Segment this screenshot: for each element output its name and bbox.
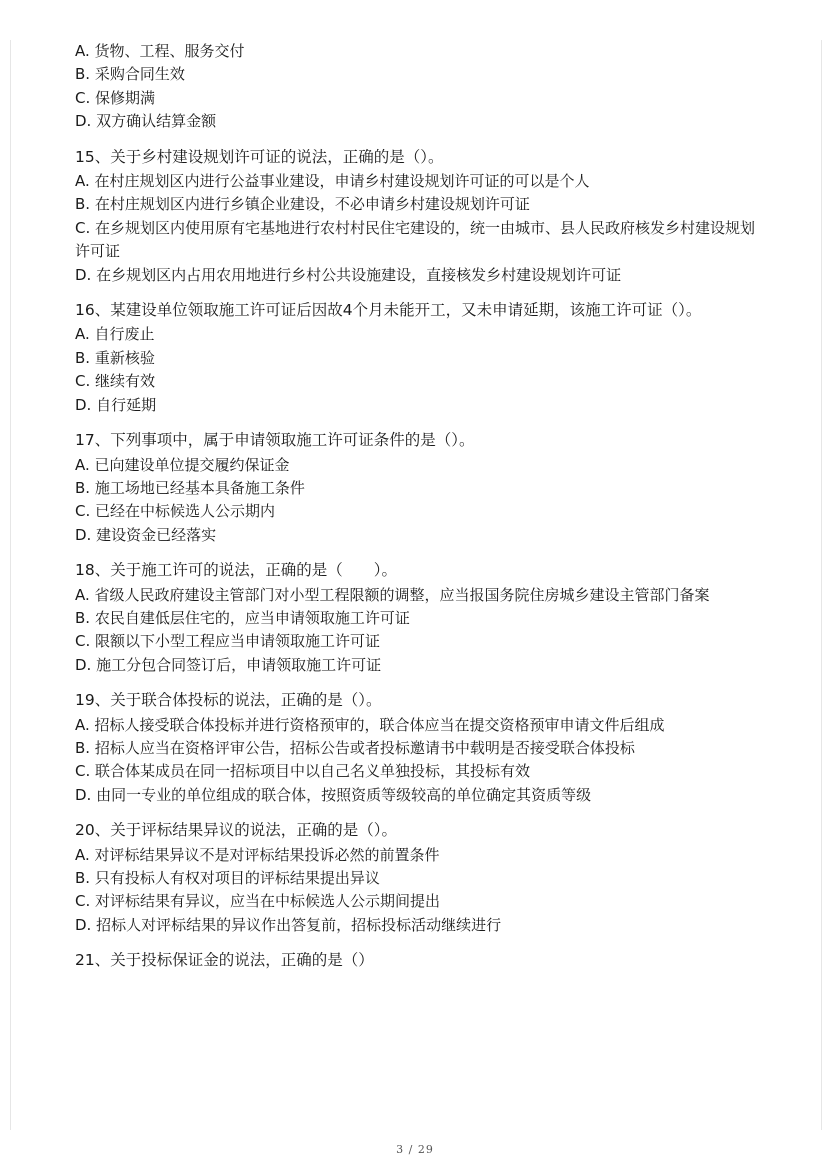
page-left-border: [10, 40, 11, 1130]
option-c: C. 在乡规划区内使用原有宅基地进行农村村民住宅建设的，统一由城市、县人民政府核发乡村建设规划许可证: [75, 218, 756, 261]
question-15-stem: 15、关于乡村建设规划许可证的说法，正确的是（）。: [75, 147, 444, 166]
option-b: B. 采购合同生效: [75, 65, 185, 84]
option-c: C. 已经在中标候选人公示期内: [75, 502, 276, 521]
option-d: D. 在乡规划区内占用农用地进行乡村公共设施建设，直接核发乡村建设规划许可证: [75, 265, 622, 284]
option-a: A. 自行废止: [75, 325, 155, 344]
page-right-border: [821, 40, 822, 1130]
option-d: D. 自行延期: [75, 395, 157, 414]
question-16-stem: 16、某建设单位领取施工许可证后因故4个月未能开工，又未申请延期，该施工许可证（）。: [75, 301, 702, 320]
page-number: 3 / 29: [396, 1143, 434, 1156]
option-a: A. 省级人民政府建设主管部门对小型工程限额的调整，应当报国务院住房城乡建设主管部门备案: [75, 585, 710, 604]
option-a: A. 已向建设单位提交履约保证金: [75, 455, 290, 474]
question-19-stem: 19、关于联合体投标的说法，正确的是（）。: [75, 691, 382, 710]
option-d: D. 招标人对评标结果的异议作出答复前，招标投标活动继续进行: [75, 915, 502, 934]
option-c: C. 限额以下小型工程应当申请领取施工许可证: [75, 632, 381, 651]
question-18: [75, 559, 765, 677]
option-d: D. 由同一专业的单位组成的联合体，按照资质等级较高的单位确定其资质等级: [75, 785, 592, 804]
option-d: D. 建设资金已经落实: [75, 525, 217, 544]
question-14-options: [75, 40, 765, 134]
option-b: B. 施工场地已经基本具备施工条件: [75, 478, 305, 497]
question-20-stem: 20、关于评标结果异议的说法，正确的是（）。: [75, 821, 397, 840]
option-c: C. 对评标结果有异议，应当在中标候选人公示期间提出: [75, 892, 441, 911]
option-a: A. 货物、工程、服务交付: [75, 42, 245, 60]
question-19: [75, 689, 765, 807]
option-b: B. 农民自建低层住宅的，应当申请领取施工许可证: [75, 608, 410, 627]
question-15: [75, 146, 765, 287]
question-21: [75, 949, 765, 972]
option-b: B. 只有投标人有权对项目的评标结果提出异议: [75, 869, 380, 887]
option-c: C. 继续有效: [75, 372, 156, 391]
option-a: A. 在村庄规划区内进行公益事业建设，申请乡村建设规划许可证的可以是个人: [75, 172, 590, 191]
question-17-stem: 17、下列事项中，属于申请领取施工许可证条件的是（）。: [75, 431, 475, 450]
option-c: C. 联合体某成员在同一招标项目中以自己名义单独投标，其投标有效: [75, 762, 531, 781]
question-18-stem: 18、关于施工许可的说法，正确的是（ ）。: [75, 561, 397, 580]
option-b: B. 重新核验: [75, 348, 155, 367]
question-17: [75, 429, 765, 547]
option-d: D. 双方确认结算金额: [75, 112, 217, 131]
option-b: B. 在村庄规划区内进行乡镇企业建设，不必申请乡村建设规划许可证: [75, 195, 530, 214]
question-16: [75, 299, 765, 417]
question-20: [75, 819, 765, 937]
page-content: [75, 40, 765, 974]
option-a: A. 招标人接受联合体投标并进行资格预审的，联合体应当在提交资格预审申请文件后组成: [75, 715, 665, 734]
option-b: B. 招标人应当在资格评审公告，招标公告或者投标邀请书中载明是否接受联合体投标: [75, 738, 635, 757]
option-c: C. 保修期满: [75, 88, 156, 107]
question-21-stem: 21、关于投标保证金的说法，正确的是（）: [75, 951, 374, 970]
option-d: D. 施工分包合同签订后，申请领取施工许可证: [75, 655, 382, 674]
option-a: A. 对评标结果异议不是对评标结果投诉必然的前置条件: [75, 845, 440, 864]
